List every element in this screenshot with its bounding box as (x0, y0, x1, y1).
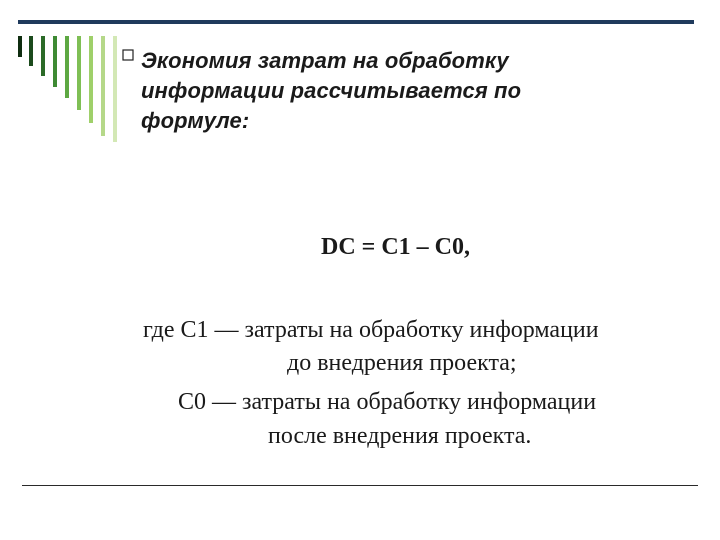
title-line: формуле: (141, 108, 250, 133)
decorative-stripes (0, 0, 140, 150)
definition-c1-line2: до внедрения проекта; (287, 350, 517, 376)
stripe (41, 36, 45, 76)
title-line: информации рассчитывается по (141, 78, 522, 103)
stripe (113, 36, 117, 142)
definition-c1-line1: где С1 — затраты на обработку информации (143, 317, 599, 343)
stripe (29, 36, 33, 66)
stripe (53, 36, 57, 87)
stripe (18, 36, 22, 57)
slide-title (141, 46, 611, 136)
formula: DC = C1 – C0, (321, 234, 471, 260)
bottom-divider (22, 485, 698, 486)
definition-c0-line1: С0 — затраты на обработку информации (178, 389, 597, 415)
bullet-square (123, 50, 133, 60)
stripe (77, 36, 81, 110)
stripe (65, 36, 69, 98)
stripe (89, 36, 93, 123)
stripe (101, 36, 105, 136)
definition-c0-line2: после внедрения проекта. (268, 423, 532, 449)
title-line: Экономия затрат на обработку (141, 48, 509, 73)
